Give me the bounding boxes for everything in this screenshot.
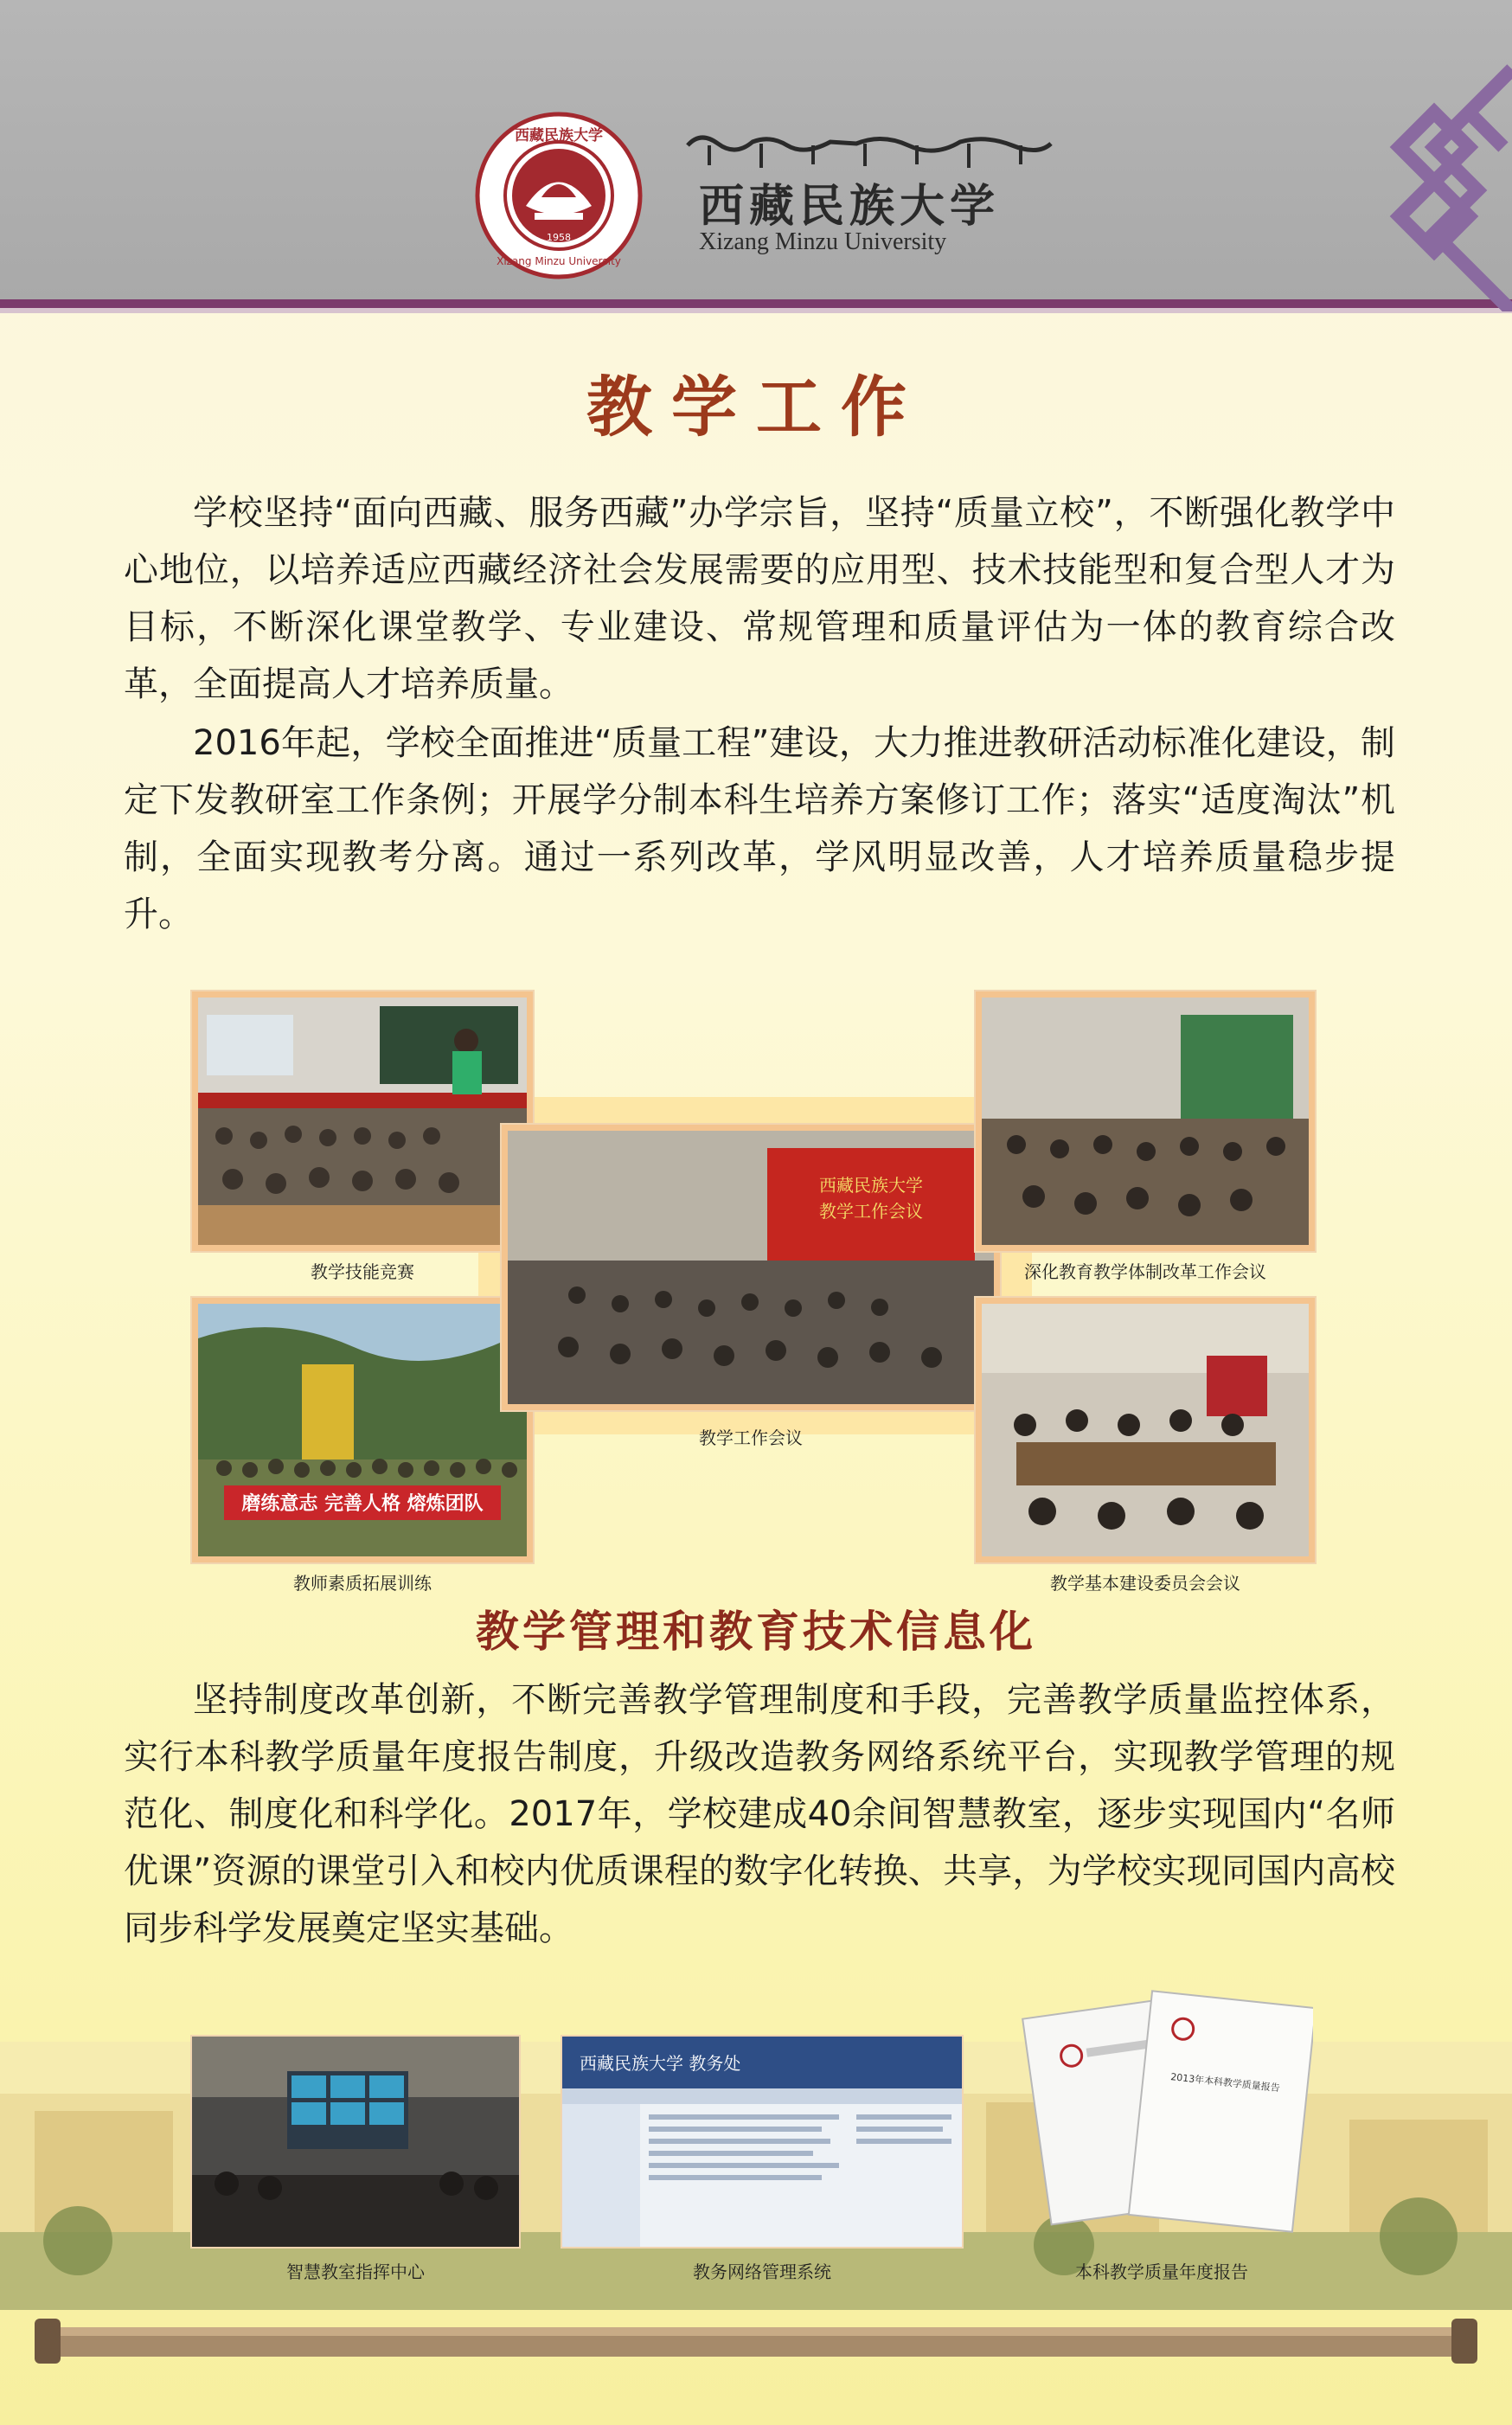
caption-basic-construction-committee: 教学基本建设委员会会议 (1050, 1573, 1240, 1594)
scroll-ornament (35, 2314, 1477, 2366)
caption-academic-network-system: 教务网络管理系统 (693, 2261, 831, 2282)
caption-teaching-work-meeting: 教学工作会议 (699, 1427, 803, 1448)
banner-text: 磨练意志 完善人格 熔炼团队 (241, 1493, 484, 1515)
tibetan-script-logo (683, 126, 1055, 173)
section-paragraph: 坚持制度改革创新，不断完善教学管理制度和手段，完善教学质量监控体系，实行本科教学质量年度报告制度，升级改造教务网络系统平台，实现教学管理的规范化、制度化和科学化。2017年，学校建成40余间智慧教室，逐步实现国内“名师优课”资源的课堂引入和校内优质课程的数字化转换、共享，为学校实现同国内高校同步科学发展奠定坚实基础。 (124, 1680, 1395, 1948)
photo-quality-report-docs (1010, 1981, 1313, 2241)
university-seal-logo (474, 111, 644, 280)
site-title: 西藏民族大学 教务处 (580, 2053, 741, 2074)
photo-academic-network-system (562, 2037, 962, 2247)
report-title: 2013年本科教学质量报告 (1169, 2071, 1281, 2095)
seal-year: 1958 (547, 232, 571, 243)
intro-paragraph-1: 学校坚持“面向西藏、服务西藏”办学宗旨，坚持“质量立校”，不断强化教学中心地位，以培养适应西藏经济社会发展需要的应用型、技术技能型和复合型人才为目标，不断深化课堂教学、专业建设、常规管理和质量评估为一体的教育综合改革，全面提高人才培养质量。 (124, 493, 1395, 704)
section-title: 教学管理和教育技术信息化 (476, 1606, 1036, 1657)
knot-ornament-icon (1382, 52, 1512, 311)
photo-education-reform-meeting (976, 991, 1315, 1251)
photo-teaching-skill-contest (192, 991, 533, 1251)
page-title: 教学工作 (586, 369, 926, 446)
seal-en: Xizang Minzu University (497, 255, 621, 267)
photo-basic-construction-committee (976, 1298, 1315, 1562)
photo-smart-classroom-center (192, 2037, 519, 2247)
caption-quality-report: 本科教学质量年度报告 (1075, 2261, 1248, 2282)
screen-text-2: 教学工作会议 (819, 1201, 923, 1222)
caption-teacher-expansion-training: 教师素质拓展训练 (293, 1573, 432, 1594)
header-divider-light (0, 308, 1512, 313)
intro-paragraph-2: 2016年起，学校全面推进“质量工程”建设，大力推进教研活动标准化建设，制定下发教研室工作条例；开展学分制本科生培养方案修订工作；落实“适度淘汰”机制，全面实现教考分离。通过一系列改革，学风明显改善，人才培养质量稳步提升。 (124, 723, 1395, 934)
screen-text-1: 西藏民族大学 (819, 1175, 923, 1196)
seal-text: 西藏民族大学 (515, 127, 603, 144)
photo-teacher-expansion-training (192, 1298, 533, 1562)
photo-teaching-work-meeting (502, 1125, 1000, 1410)
caption-education-reform-meeting: 深化教育教学体制改革工作会议 (1024, 1261, 1266, 1282)
header-divider (0, 299, 1512, 308)
university-name-en: Xizang Minzu University (699, 228, 947, 255)
caption-smart-classroom-center: 智慧教室指挥中心 (286, 2261, 425, 2282)
caption-teaching-skill-contest: 教学技能竞赛 (311, 1261, 414, 1282)
university-name-cn: 西藏民族大学 (699, 180, 1001, 233)
